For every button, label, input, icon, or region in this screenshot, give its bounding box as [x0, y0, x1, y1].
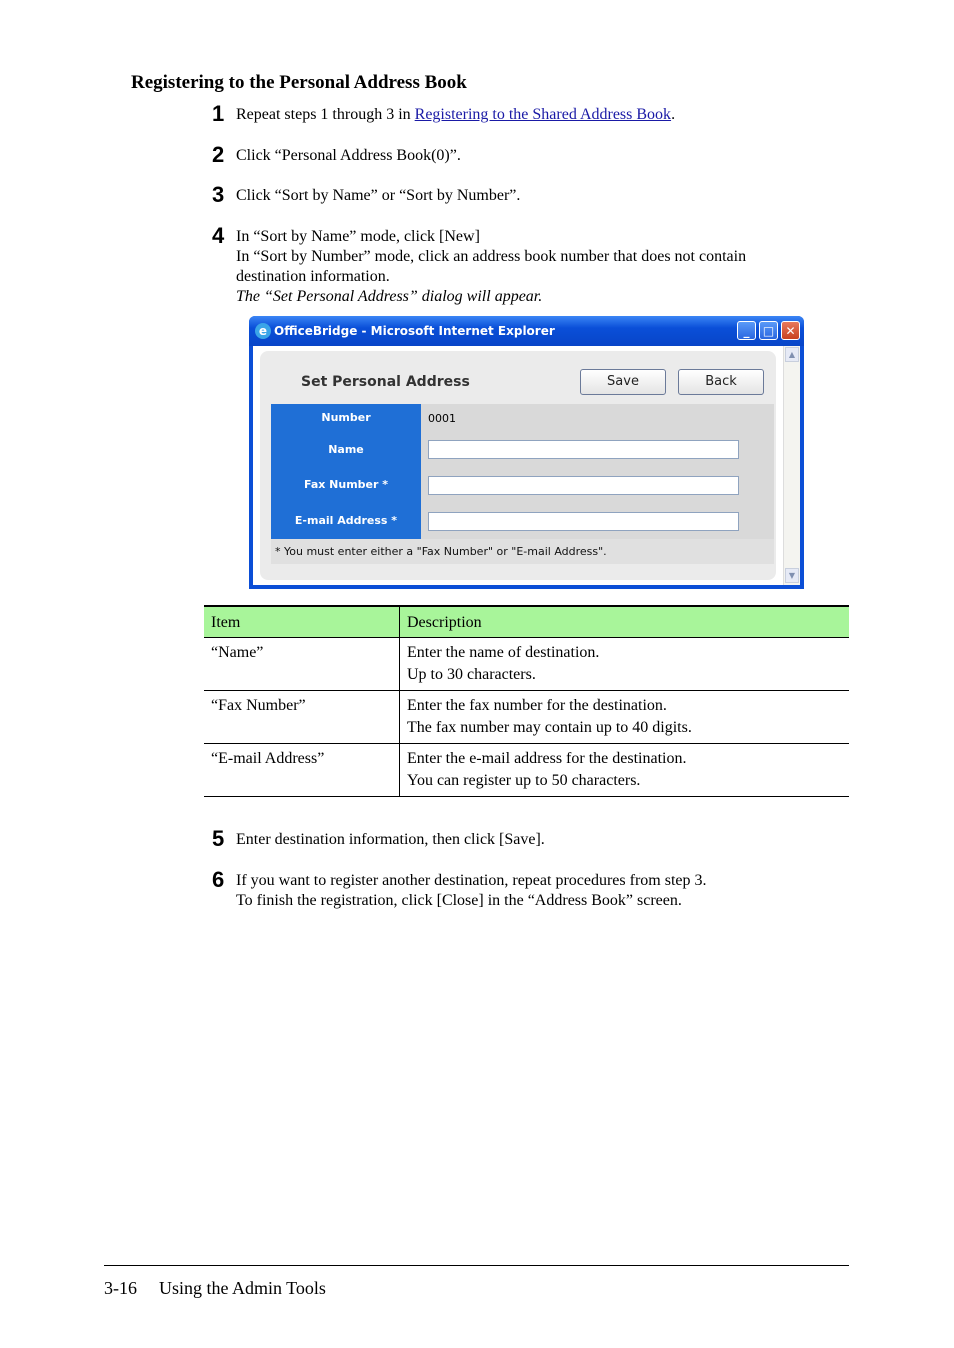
shared-address-book-link[interactable]: Registering to the Shared Address Book: [414, 106, 672, 123]
column-header: Item: [204, 606, 400, 638]
step-number: 6: [212, 867, 225, 892]
step-text: Click “Sort by Name” or “Sort by Number”.: [236, 187, 521, 204]
vertical-scrollbar[interactable]: [783, 346, 800, 585]
field-description-table: [204, 605, 849, 797]
step-text: destination information.: [236, 268, 390, 285]
page-content: [253, 346, 783, 585]
description-line: Enter the name of destination.: [407, 644, 600, 661]
required-note: * You must enter either a "Fax Number" or "E-mail Address".: [275, 545, 607, 558]
page-number: 3-16: [104, 1278, 137, 1298]
field-row-name: [271, 432, 774, 467]
description-line: Enter the e-mail address for the destination.: [407, 750, 687, 767]
maximize-icon[interactable]: □: [759, 321, 778, 340]
ie-logo-icon: e: [255, 323, 271, 339]
step-text: Enter destination information, then click [Save].: [236, 831, 545, 848]
window-client: [253, 346, 800, 585]
email-address-input[interactable]: [428, 512, 739, 531]
item-cell: “Name”: [204, 638, 400, 691]
number-value: 0001: [428, 412, 456, 425]
step-number: 3: [212, 182, 225, 207]
description-line: Up to 30 characters.: [407, 666, 536, 683]
page-footer: [104, 1278, 326, 1299]
item-cell: “E-mail Address”: [204, 744, 400, 797]
description-line: Enter the fax number for the destination.: [407, 697, 667, 714]
step-text: Repeat steps 1 through 3 in: [236, 106, 415, 123]
table-row: [204, 691, 849, 744]
step-number: 1: [212, 101, 225, 126]
panel-title: Set Personal Address: [301, 374, 470, 390]
close-icon[interactable]: ✕: [781, 321, 800, 340]
section-heading: Registering to the Personal Address Book: [131, 72, 467, 93]
form-panel: [260, 351, 776, 580]
table-header-row: [204, 606, 849, 638]
description-cell: [400, 744, 850, 797]
back-button[interactable]: Back: [678, 369, 764, 395]
note-row: [271, 539, 774, 564]
scroll-up-icon[interactable]: ▲: [785, 347, 799, 362]
step-text: Click “Personal Address Book(0)”.: [236, 147, 461, 164]
window-titlebar: [249, 316, 804, 346]
name-input[interactable]: [428, 440, 739, 459]
step-text: In “Sort by Name” mode, click [New]: [236, 228, 480, 245]
description-line: You can register up to 50 characters.: [407, 772, 641, 789]
description-cell: [400, 638, 850, 691]
description-cell: [400, 691, 850, 744]
step-number: 5: [212, 826, 225, 851]
save-button[interactable]: Save: [580, 369, 666, 395]
field-label: Name: [271, 432, 421, 467]
field-row-email: [271, 503, 774, 539]
step-number: 4: [212, 223, 225, 248]
table-row: [204, 744, 849, 797]
footer-section: Using the Admin Tools: [159, 1278, 326, 1298]
column-header: Description: [400, 606, 850, 638]
footer-rule: [104, 1265, 849, 1266]
step-text: In “Sort by Number” mode, click an address book number that does not contain: [236, 248, 747, 265]
field-label: Fax Number *: [271, 467, 421, 503]
field-row-fax: [271, 467, 774, 503]
window-title: OfficeBridge - Microsoft Internet Explorer: [274, 324, 555, 338]
table-row: [204, 638, 849, 691]
step-text: To finish the registration, click [Close] in the “Address Book” screen.: [236, 892, 682, 909]
step-number: 2: [212, 142, 225, 167]
step-result-text: The “Set Personal Address” dialog will appear.: [236, 288, 543, 305]
step-text: If you want to register another destination, repeat procedures from step 3.: [236, 872, 707, 889]
description-line: The fax number may contain up to 40 digits.: [407, 719, 692, 736]
browser-window: [249, 316, 804, 589]
field-label: E-mail Address *: [271, 503, 421, 539]
fax-number-input[interactable]: [428, 476, 739, 495]
minimize-icon[interactable]: _: [737, 321, 756, 340]
step-text-end: .: [671, 106, 676, 123]
field-row-number: [271, 404, 774, 432]
field-label: Number: [271, 404, 421, 432]
scroll-down-icon[interactable]: ▼: [785, 568, 799, 583]
item-cell: “Fax Number”: [204, 691, 400, 744]
